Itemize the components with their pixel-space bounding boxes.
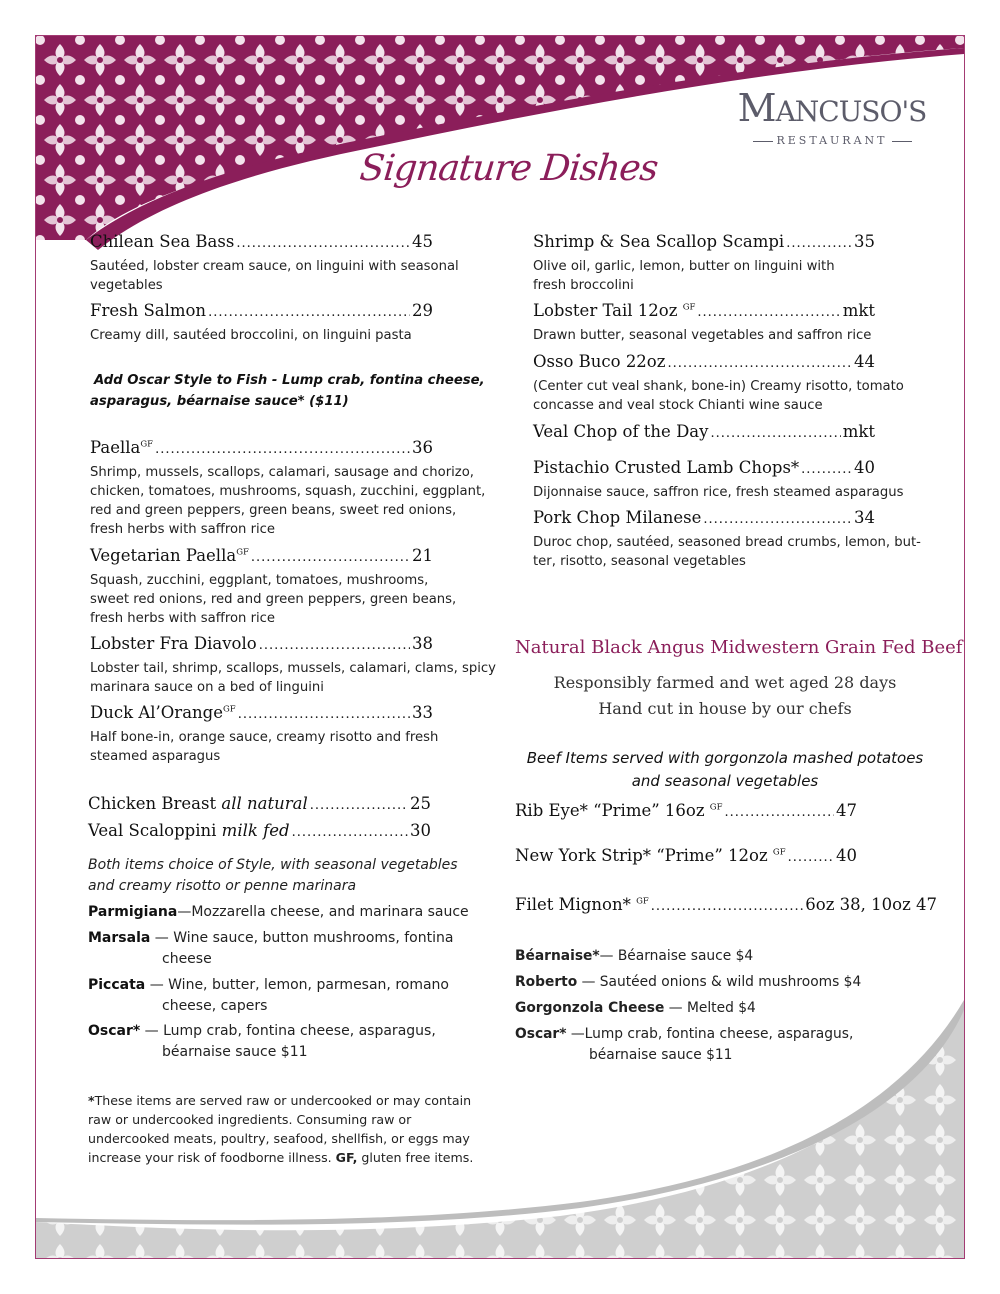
dish-chicken-breast: Chicken Breast all natural ..... 25 <box>88 794 431 813</box>
style-parmigiana: Parmigiana—Mozzarella cheese, and marinara sauce <box>88 904 469 920</box>
beef-filet-mignon: Filet Mignon* $^{GF}$ ..... 6oz 38, 10oz 47 <box>515 895 937 914</box>
sauce-oscar: Oscar* —Lump crab, fontina cheese, asparagus, béarnaise sauce $11 <box>515 1026 854 1063</box>
dish-paella: Paella$^{GF}$ ..... 36 <box>90 438 433 457</box>
oscar-style-note: Add Oscar Style to Fish - Lump crab, fontina cheese, asparagus, béarnaise sauce* ($11) <box>90 373 485 409</box>
beef-rib-eye: Rib Eye* “Prime” 16oz $^{GF}$ ..... 47 <box>515 801 857 820</box>
dish-fresh-salmon: Fresh Salmon ..... 29 <box>90 301 433 320</box>
sauce-gorgonzola: Gorgonzola Cheese — Melted $4 <box>515 1000 756 1016</box>
dish-lobster-fra-diavolo: Lobster Fra Diavolo ..... 38 <box>90 634 433 653</box>
page-title: Signature Dishes <box>357 148 660 189</box>
dish-vegetarian-paella: Vegetarian Paella$^{GF}$ ..... 21 <box>90 546 433 565</box>
restaurant-logo <box>732 88 932 147</box>
dish-description: Olive oil, garlic, lemon, butter on linguini with fresh broccolini <box>533 259 835 293</box>
dish-duck-al-orange: Duck Al’Orange$^{GF}$ ..... 33 <box>90 703 433 722</box>
dish-veal-chop: Veal Chop of the Day ..... mkt <box>533 422 875 441</box>
dish-description: (Center cut veal shank, bone-in) Creamy risotto, tomato concasse and veal stock Chianti wine sauce <box>533 379 904 413</box>
style-oscar: Oscar* — Lump crab, fontina cheese, asparagus, béarnaise sauce $11 <box>88 1023 436 1060</box>
beef-heading: Natural Black Angus Midwestern Grain Fed Beef <box>515 637 963 658</box>
dish-description: Half bone-in, orange sauce, creamy risotto and fresh steamed asparagus <box>90 730 439 764</box>
disclaimer: *These items are served raw or undercooked or may contain raw or undercooked ingredients. Consuming raw or undercooked meats, poultry, seafood, shellfish, or eggs may increase your risk of foodborne illness. GF, gluten free items. <box>88 1093 474 1165</box>
style-note: Both items choice of Style, with seasonal vegetables and creamy risotto or penne marinara <box>88 857 458 894</box>
dish-description: Sautéed, lobster cream sauce, on linguini with seasonal vegetables <box>90 259 459 293</box>
dish-chilean-sea-bass: Chilean Sea Bass ..... 45 <box>90 232 433 251</box>
beef-note: Beef Items served with gorgonzola mashed potatoes and seasonal vegetables <box>526 749 924 790</box>
style-piccata: Piccata — Wine, butter, lemon, parmesan, romano cheese, capers <box>88 977 449 1014</box>
dish-veal-scaloppini: Veal Scaloppini milk fed ..... 30 <box>88 821 431 840</box>
dish-description: Dijonnaise sauce, saffron rice, fresh steamed asparagus <box>533 485 904 500</box>
beef-new-york-strip: New York Strip* “Prime” 12oz $^{GF}$ ..... 40 <box>515 846 857 865</box>
dish-pistachio-lamb-chops: Pistachio Crusted Lamb Chops* ..... 40 <box>533 458 875 477</box>
dish-description: Creamy dill, sautéed broccolini, on linguini pasta <box>90 328 412 343</box>
dish-shrimp-scallop-scampi: Shrimp & Sea Scallop Scampi ..... 35 <box>533 232 875 251</box>
beef-subheading: Hand cut in house by our chefs <box>598 699 852 718</box>
style-marsala: Marsala — Wine sauce, button mushrooms, fontina cheese <box>88 930 454 967</box>
logo-name: MANCUSO'S <box>737 86 927 130</box>
beef-subheading: Responsibly farmed and wet aged 28 days <box>553 673 897 692</box>
logo-subtitle: RESTAURANT <box>732 134 932 147</box>
sauce-bearnaise: Béarnaise*— Béarnaise sauce $4 <box>515 948 754 964</box>
dish-description: Duroc chop, sautéed, seasoned bread crumbs, lemon, but- ter, risotto, seasonal vegetables <box>533 535 921 569</box>
sauce-roberto: Roberto — Sautéed onions & wild mushrooms $4 <box>515 974 862 990</box>
dish-description: Drawn butter, seasonal vegetables and saffron rice <box>533 328 872 343</box>
dish-description: Squash, zucchini, eggplant, tomatoes, mushrooms, sweet red onions, red and green peppers, green beans, fresh herbs with saffron rice <box>90 573 457 626</box>
dish-lobster-tail: Lobster Tail 12oz $^{GF}$ ..... mkt <box>533 301 875 320</box>
dish-description: Shrimp, mussels, scallops, calamari, sausage and chorizo, chicken, tomatoes, mushrooms, squash, zucchini, eggplant, red and green peppers, green beans, sweet red onions, fresh herbs with saffron rice <box>90 465 486 537</box>
dish-description: Lobster tail, shrimp, scallops, mussels, calamari, clams, spicy marinara sauce on a bed of linguini <box>90 661 496 695</box>
dish-osso-buco: Osso Buco 22oz ..... 44 <box>533 352 875 371</box>
dish-pork-chop-milanese: Pork Chop Milanese ..... 34 <box>533 508 875 527</box>
